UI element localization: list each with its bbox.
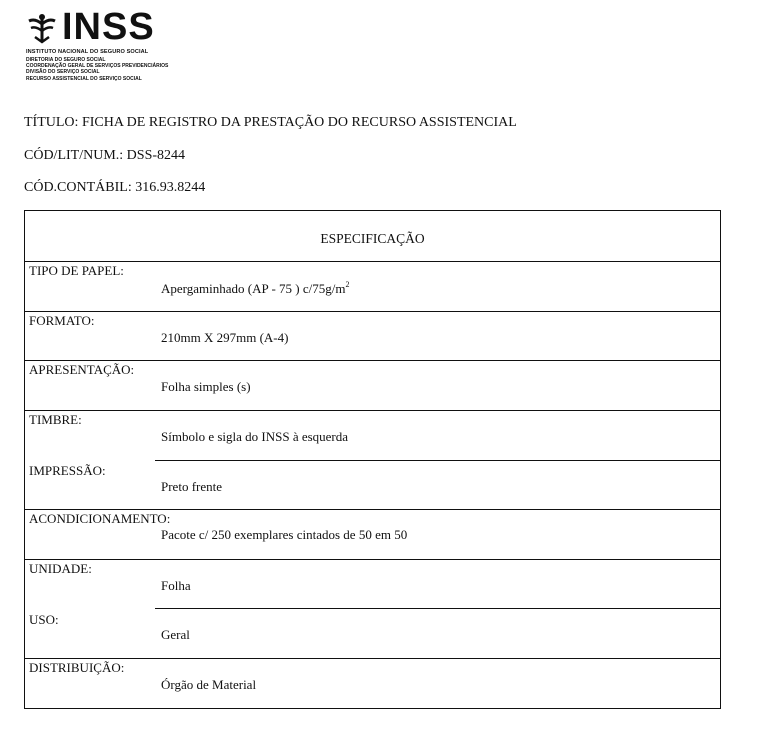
row-label: TIMBRE:	[29, 412, 82, 427]
logo-subline: RECURSO ASSISTENCIAL DO SERVIÇO SOCIAL	[26, 75, 142, 82]
row-label: APRESENTAÇÃO:	[29, 362, 135, 377]
row-divider	[25, 658, 720, 659]
inss-emblem-icon	[26, 12, 58, 44]
contabil-line	[24, 180, 205, 196]
row-value: Símbolo e sigla do INSS à esquerda	[161, 429, 349, 444]
row-value: Folha simples (s)	[161, 379, 251, 394]
titulo-label: TÍTULO:	[24, 115, 79, 130]
row-value: 210mm X 297mm (A-4)	[161, 330, 289, 345]
contabil-value: 316.93.8244	[135, 180, 206, 195]
row-label: FORMATO:	[29, 313, 95, 328]
row-label: ACONDICIONAMENTO:	[29, 511, 171, 526]
logo-tagline: INSTITUTO NACIONAL DO SEGURO SOCIAL	[26, 49, 149, 55]
row-label: UNIDADE:	[29, 561, 92, 576]
row-divider	[25, 559, 720, 560]
row-label: DISTRIBUIÇÃO:	[29, 660, 125, 675]
logo-wordmark: INSS	[62, 6, 155, 48]
row-label: USO:	[29, 612, 59, 627]
contabil-label: CÓD.CONTÁBIL:	[24, 180, 132, 195]
row-value: Geral	[161, 627, 190, 642]
logo-subline: DIVISÃO DO SERVIÇO SOCIAL	[26, 69, 100, 76]
row-label: TIPO DE PAPEL:	[29, 263, 124, 278]
row-value: Preto frente	[161, 479, 223, 494]
cod-label: CÓD/LIT/NUM.:	[24, 148, 124, 163]
titulo-line	[24, 115, 517, 131]
row-divider	[25, 410, 720, 411]
inss-logo	[26, 6, 206, 85]
cod-line	[24, 148, 185, 164]
row-value: Pacote c/ 250 exemplares cintados de 50 em 50	[161, 527, 408, 542]
logo-subline: COORDENAÇÃO GERAL DE SERVIÇOS PREVIDENCIÁRIOS	[26, 63, 169, 70]
specification-table	[24, 210, 721, 709]
row-value	[161, 280, 350, 297]
logo-sublines	[26, 57, 168, 82]
row-divider	[25, 509, 720, 510]
row-divider	[25, 261, 720, 262]
row-value-text: Apergaminhado (AP - 75 ) c/75g/m	[161, 281, 346, 296]
logo-subline: DIRETORIA DO SEGURO SOCIAL	[26, 57, 106, 63]
spec-title: ESPECIFICAÇÃO	[320, 231, 425, 246]
row-divider	[155, 608, 720, 609]
row-label: IMPRESSÃO:	[29, 463, 106, 478]
row-divider	[155, 460, 720, 461]
row-divider	[25, 311, 720, 312]
cod-value: DSS-8244	[126, 148, 186, 163]
row-value: Órgão de Material	[161, 677, 257, 692]
row-value: Folha	[161, 578, 191, 593]
row-value-sup: 2	[345, 280, 350, 289]
titulo-value: FICHA DE REGISTRO DA PRESTAÇÃO DO RECURSO ASSISTENCIAL	[81, 115, 517, 130]
row-divider	[25, 360, 720, 361]
